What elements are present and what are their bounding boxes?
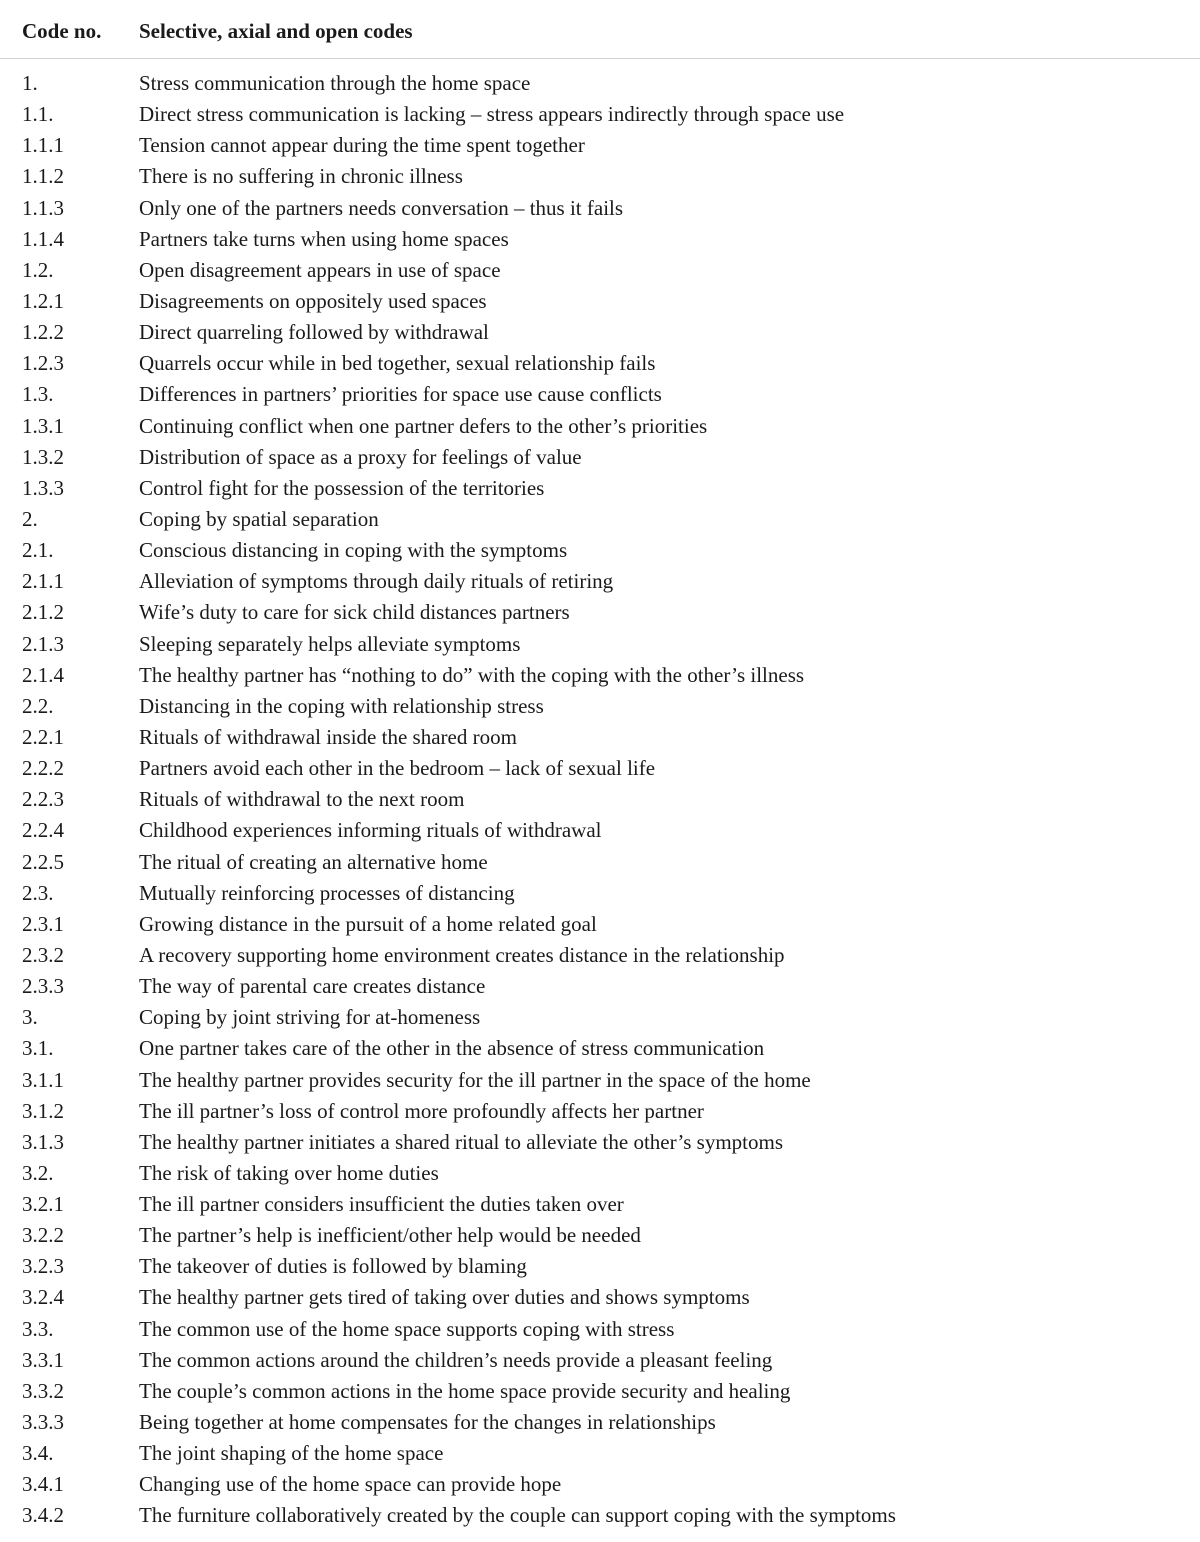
code-description: Changing use of the home space can provide hope: [139, 1472, 562, 1497]
code-number: 3.2.4: [22, 1285, 64, 1310]
code-number: 2.1.1: [22, 569, 64, 594]
table-row: [0, 347, 1200, 378]
code-number: 2.2.4: [22, 818, 64, 843]
code-number: 1.3.1: [22, 413, 64, 438]
table-row: [0, 1313, 1200, 1344]
code-description: The couple’s common actions in the home space provide security and healing: [139, 1378, 791, 1403]
code-number: 1.3.3: [22, 475, 64, 500]
table-row: [0, 939, 1200, 970]
code-number: 3.2.1: [22, 1192, 64, 1217]
code-description: Stress communication through the home space: [139, 71, 531, 95]
table-row: [0, 316, 1200, 347]
code-description: Rituals of withdrawal inside the shared room: [139, 724, 517, 749]
code-description: Distribution of space as a proxy for feelings of value: [139, 444, 582, 469]
table-row: [0, 129, 1200, 160]
table-row: [0, 285, 1200, 316]
table-row: [0, 1095, 1200, 1126]
table-row: [0, 1281, 1200, 1312]
code-description: Open disagreement appears in use of space: [139, 257, 501, 282]
code-description: Growing distance in the pursuit of a home related goal: [139, 911, 597, 936]
table-body: [0, 67, 1200, 1531]
code-number: 2.1.2: [22, 600, 64, 625]
code-number: 1.1.: [22, 102, 54, 127]
table-row: [0, 378, 1200, 409]
code-description: The common use of the home space supports coping with stress: [139, 1316, 675, 1341]
code-description: Childhood experiences informing rituals of withdrawal: [139, 818, 602, 843]
table-row: [0, 410, 1200, 441]
code-description: The healthy partner gets tired of taking over duties and shows symptoms: [139, 1285, 750, 1310]
code-description: One partner takes care of the other in the absence of stress communication: [139, 1036, 765, 1061]
code-number: 1.2.2: [22, 320, 64, 345]
table-row: [0, 534, 1200, 565]
code-description: The furniture collaboratively created by the couple can support coping with the symptoms: [139, 1503, 896, 1528]
table-row: [0, 596, 1200, 627]
code-description: Being together at home compensates for the changes in relationships: [139, 1410, 716, 1435]
code-number: 3.3.1: [22, 1347, 64, 1372]
table-row: [0, 1064, 1200, 1095]
table-row: [0, 254, 1200, 285]
code-number: 2.: [22, 506, 38, 531]
code-description: Rituals of withdrawal to the next room: [139, 787, 465, 812]
code-description: The ill partner’s loss of control more profoundly affects her partner: [139, 1098, 704, 1123]
table-header: [0, 0, 1200, 59]
code-number: 3.3.: [22, 1316, 54, 1341]
table-row: [0, 1188, 1200, 1219]
code-number: 2.1.: [22, 538, 54, 563]
table-row: [0, 877, 1200, 908]
code-description: There is no suffering in chronic illness: [139, 164, 463, 189]
table-row: [0, 1437, 1200, 1468]
table-row: [0, 628, 1200, 659]
code-description: Quarrels occur while in bed together, sexual relationship fails: [139, 351, 656, 376]
code-number: 3.1.1: [22, 1067, 64, 1092]
code-number: 2.2.: [22, 693, 54, 718]
code-description: Control fight for the possession of the territories: [139, 475, 545, 500]
code-number: 1.3.2: [22, 444, 64, 469]
code-number: 2.2.3: [22, 787, 64, 812]
code-number: 2.3.3: [22, 974, 64, 999]
code-number: 3.4.2: [22, 1503, 64, 1528]
code-number: 3.4.1: [22, 1472, 64, 1497]
code-description: Disagreements on oppositely used spaces: [139, 288, 487, 313]
code-description: The healthy partner initiates a shared ritual to alleviate the other’s symptoms: [139, 1129, 783, 1154]
code-number: 3.3.2: [22, 1378, 64, 1403]
code-number: 1.2.1: [22, 288, 64, 313]
code-description: A recovery supporting home environment creates distance in the relationship: [139, 942, 785, 967]
code-description: Tension cannot appear during the time spent together: [139, 133, 585, 158]
table-row: [0, 721, 1200, 752]
table-row: [0, 192, 1200, 223]
table-row: [0, 1499, 1200, 1530]
code-number: 3.1.2: [22, 1098, 64, 1123]
code-number: 1.2.: [22, 257, 54, 282]
code-number: 1.1.4: [22, 226, 64, 251]
code-description: The healthy partner provides security for the ill partner in the space of the home: [139, 1067, 811, 1092]
code-description: Sleeping separately helps alleviate symptoms: [139, 631, 521, 656]
code-description: The joint shaping of the home space: [139, 1441, 444, 1466]
code-description: Mutually reinforcing processes of distancing: [139, 880, 515, 905]
code-number: 2.2.1: [22, 724, 64, 749]
code-description: The ritual of creating an alternative home: [139, 849, 488, 874]
table-row: [0, 814, 1200, 845]
code-description: Conscious distancing in coping with the symptoms: [139, 538, 568, 563]
code-description: Only one of the partners needs conversation – thus it fails: [139, 195, 624, 220]
code-description: The ill partner considers insufficient the duties taken over: [139, 1192, 624, 1217]
code-number: 3.4.: [22, 1441, 54, 1466]
code-number: 3.2.3: [22, 1254, 64, 1279]
code-description: Distancing in the coping with relationship stress: [139, 693, 544, 718]
table-row: [0, 1157, 1200, 1188]
table-row: [0, 67, 1200, 98]
table-row: [0, 1375, 1200, 1406]
table-row: [0, 160, 1200, 191]
code-number: 2.3.2: [22, 942, 64, 967]
code-number: 1.1.1: [22, 133, 64, 158]
table-row: [0, 98, 1200, 129]
table-row: [0, 1468, 1200, 1499]
table-row: [0, 1001, 1200, 1032]
table-row: [0, 1032, 1200, 1063]
code-number: 3.2.2: [22, 1223, 64, 1248]
column-header-codes: Selective, axial and open codes: [139, 19, 413, 43]
code-number: 1.3.: [22, 382, 54, 407]
code-number: 1.1.3: [22, 195, 64, 220]
code-number: 2.2.2: [22, 756, 64, 781]
code-description: The common actions around the children’s needs provide a pleasant feeling: [139, 1347, 773, 1372]
code-number: 3.1.: [22, 1036, 54, 1061]
code-description: Wife’s duty to care for sick child distances partners: [139, 600, 570, 625]
code-description: The way of parental care creates distance: [139, 974, 486, 999]
code-number: 3.1.3: [22, 1129, 64, 1154]
table-row: [0, 846, 1200, 877]
table-row: [0, 908, 1200, 939]
table-row: [0, 503, 1200, 534]
table-row: [0, 1344, 1200, 1375]
column-header-code: Code no.: [22, 19, 102, 43]
table-row: [0, 1219, 1200, 1250]
code-description: Direct quarreling followed by withdrawal: [139, 320, 489, 345]
code-number: 2.1.3: [22, 631, 64, 656]
table-row: [0, 472, 1200, 503]
code-description: The risk of taking over home duties: [139, 1160, 439, 1185]
code-description: Direct stress communication is lacking – stress appears indirectly through space use: [139, 102, 845, 127]
table-row: [0, 783, 1200, 814]
table-row: [0, 970, 1200, 1001]
code-number: 2.3.1: [22, 911, 64, 936]
code-number: 1.2.3: [22, 351, 64, 376]
code-description: Partners avoid each other in the bedroom – lack of sexual life: [139, 756, 656, 781]
code-description: The healthy partner has “nothing to do” with the coping with the other’s illness: [139, 662, 805, 687]
code-number: 3.: [22, 1005, 38, 1030]
table-row: [0, 1406, 1200, 1437]
table-row: [0, 223, 1200, 254]
code-number: 2.2.5: [22, 849, 64, 874]
table-row: [0, 659, 1200, 690]
code-number: 2.3.: [22, 880, 54, 905]
code-description: The takeover of duties is followed by blaming: [139, 1254, 527, 1279]
code-description: Continuing conflict when one partner defers to the other’s priorities: [139, 413, 708, 438]
code-number: 1.1.2: [22, 164, 64, 189]
table-row: [0, 752, 1200, 783]
code-description: Coping by spatial separation: [139, 506, 379, 531]
code-number: 3.3.3: [22, 1410, 64, 1435]
code-number: 2.1.4: [22, 662, 64, 687]
code-description: Coping by joint striving for at-homeness: [139, 1005, 481, 1030]
code-number: 1.: [22, 71, 38, 95]
table-row: [0, 565, 1200, 596]
code-description: Partners take turns when using home spaces: [139, 226, 509, 251]
table-row: [0, 1126, 1200, 1157]
table-row: [0, 1250, 1200, 1281]
code-description: The partner’s help is inefficient/other help would be needed: [139, 1223, 641, 1248]
table-row: [0, 690, 1200, 721]
code-description: Alleviation of symptoms through daily rituals of retiring: [139, 569, 614, 594]
code-number: 3.2.: [22, 1160, 54, 1185]
code-description: Differences in partners’ priorities for space use cause conflicts: [139, 382, 662, 407]
table-row: [0, 441, 1200, 472]
